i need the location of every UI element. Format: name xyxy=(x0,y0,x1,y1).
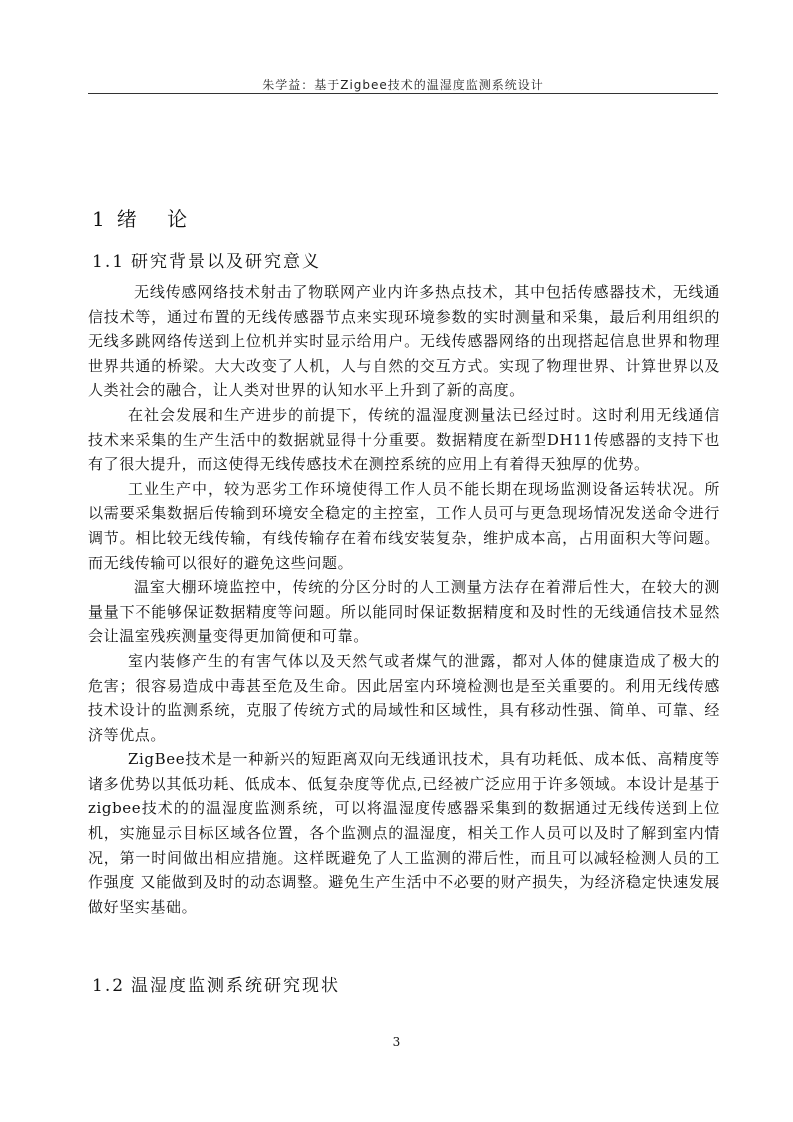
section-heading-1-2 xyxy=(92,971,340,996)
section-number: 1.1 xyxy=(92,252,126,272)
section-heading-1-1 xyxy=(92,247,321,272)
paragraph: 在社会发展和生产进步的前提下，传统的温湿度测量法已经过时。这时利用无线通信技术来采集的生产生活中的数据就显得十分重要。数据精度在新型DH11传感器的支持下也有了很大提升，而这使得无线传感技术在测控系统的应用上有着得天独厚的优势。 xyxy=(88,405,720,474)
header-divider xyxy=(88,93,718,94)
section-number: 1.2 xyxy=(92,976,126,996)
section-title-text: 研究背景以及研究意义 xyxy=(131,252,322,272)
chapter-number: 1 xyxy=(92,207,107,231)
paragraph: 无线传感网络技术射击了物联网产业内许多热点技术，其中包括传感器技术，无线通信技术等，通过布置的无线传感器节点来实现环境参数的实时测量和采集，最后利用组织的无线多跳网络传送到上位机并实时显示给用户。无线传感器网络的出现搭起信息世界和物理世界共通的桥梁。大大改变了人机，人与自然的交互方式。实现了物理世界、计算世界以及人类社会的融合，让人类对世界的认知水平上升到了新的高度。 xyxy=(88,283,720,400)
chapter-title-text: 绪 论 xyxy=(116,207,200,231)
paragraph: 室内装修产生的有害气体以及天然气或者煤气的泄露，都对人体的健康造成了极大的危害；很容易造成中毒甚至危及生命。因此居室内环境检测也是至关重要的。利用无线传感技术设计的监测系统，克服了传统方式的局域性和区域性，具有移动性强、简单、可靠、经济等优点。 xyxy=(88,651,720,744)
paragraph: 工业生产中，较为恶劣工作环境使得工作人员不能长期在现场监测设备运转状况。所以需要采集数据后传输到环境安全稳定的主控室，工作人员可与更急现场情况发送命令进行调节。相比较无线传输，有线传输存在着布线安装复杂，维护成本高，占用面积大等问题。而无线传输可以很好的避免这些问题。 xyxy=(88,479,720,572)
body-text xyxy=(88,280,720,919)
paragraph: ZigBee技术是一种新兴的短距离双向无线通讯技术，具有功耗低、成本低、高精度等诸多优势以其低功耗、低成本、低复杂度等优点,已经被广泛应用于许多领域。本设计是基于zigbee技术的的温湿度监测系统，可以将温湿度传感器采集到的数据通过无线传送到上位机，实施显示目标区域各位置，各个监测点的温湿度，相关工作人员可以及时了解到室内情况，第一时间做出相应措施。这样既避免了人工监测的滞后性，而且可以减轻检测人员的工作强度 又能做到及时的动态调整。避免生产生活中不必要的财产损失，为经济稳定快速发展做好坚实基础。 xyxy=(88,750,720,916)
section-title-text: 温湿度监测系统研究现状 xyxy=(131,976,341,996)
running-header: 朱学益：基于Zigbee技术的温湿度监测系统设计 xyxy=(262,78,544,92)
paragraph: 温室大棚环境监控中，传统的分区分时的人工测量方法存在着滞后性大，在较大的测量量下不能够保证数据精度等问题。所以能同时保证数据精度和及时性的无线通信技术显然会让温室残疾测量变得更加简便和可靠。 xyxy=(88,578,720,646)
chapter-title xyxy=(92,203,199,232)
page-number: 3 xyxy=(392,1035,401,1049)
